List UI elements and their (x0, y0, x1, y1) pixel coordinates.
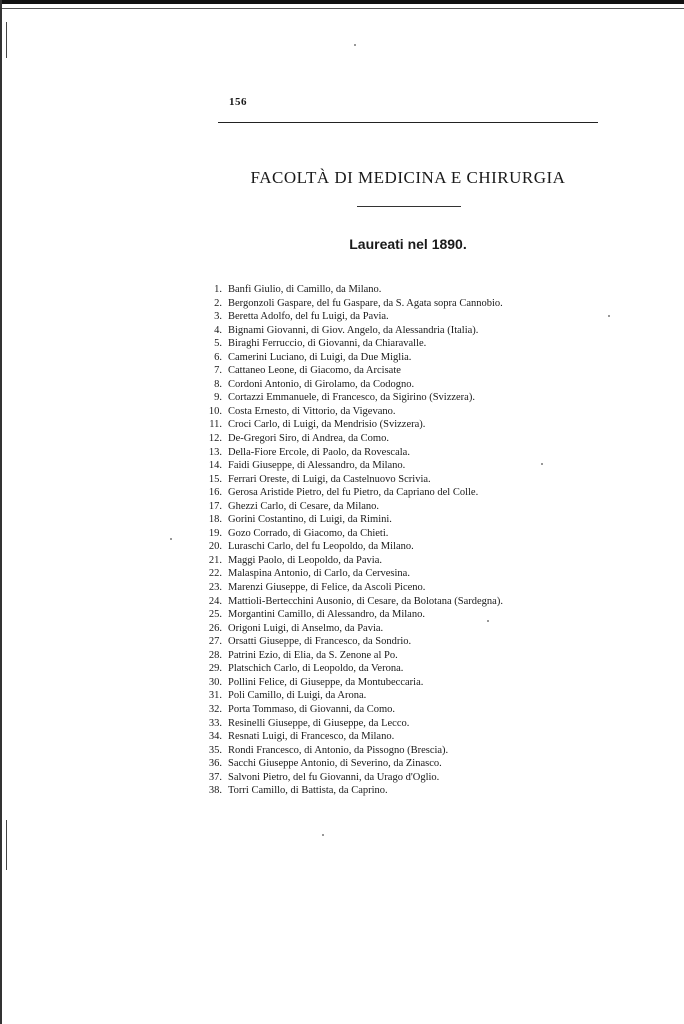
entry-text: Pollini Felice, di Giuseppe, da Montubeccaria. (228, 676, 424, 688)
entry-text: Torri Camillo, di Battista, da Caprino. (228, 785, 388, 797)
entry-text: Patrini Ezio, di Elia, da S. Zenone al Po. (228, 649, 398, 661)
list-item (200, 595, 600, 609)
list-item (200, 771, 600, 785)
print-speck (354, 44, 356, 46)
print-speck (487, 620, 489, 622)
entry-text: Ferrari Oreste, di Luigi, da Castelnuovo Scrivia. (228, 473, 431, 485)
list-item (200, 310, 600, 324)
entry-number: 8. (214, 378, 222, 390)
entry-text: Banfi Giulio, di Camillo, da Milano. (228, 284, 382, 295)
print-speck (608, 315, 610, 317)
entry-number: 29. (208, 663, 222, 675)
entry-text: Bignami Giovanni, di Giov. Angelo, da Alessandria (Italia). (228, 324, 479, 336)
entry-number: 12. (208, 433, 222, 445)
list-item (200, 459, 600, 473)
entry-text: Poli Camillo, di Luigi, da Arona. (228, 690, 367, 702)
list-item (200, 432, 600, 446)
entry-number: 35. (208, 744, 222, 756)
header-divider (218, 122, 598, 123)
list-item (200, 554, 600, 568)
entry-number: 24. (208, 595, 222, 607)
entry-text: Croci Carlo, di Luigi, da Mendrisio (Svizzera). (228, 419, 426, 431)
entry-number: 31. (208, 690, 222, 702)
entry-number: 4. (214, 324, 222, 336)
entry-number: 36. (208, 758, 222, 770)
entry-number: 25. (208, 609, 222, 621)
print-speck (170, 538, 172, 540)
entry-text: De-Gregori Siro, di Andrea, da Como. (228, 433, 389, 445)
entry-text: Cattaneo Leone, di Giacomo, da Arcisate (228, 365, 401, 377)
entry-text: Biraghi Ferruccio, di Giovanni, da Chiaravalle. (228, 338, 427, 350)
list-item (200, 364, 600, 378)
list-item (200, 540, 600, 554)
list-item (200, 567, 600, 581)
list-item (200, 486, 600, 500)
entry-number: 19. (208, 527, 222, 539)
entry-number: 13. (208, 446, 222, 458)
entry-text: Rondi Francesco, di Antonio, da Pissogno (Brescia). (228, 744, 449, 756)
entry-text: Resinelli Giuseppe, di Giuseppe, da Lecco. (228, 717, 410, 729)
entry-number: 33. (208, 717, 222, 729)
binding-mark (6, 22, 7, 58)
entry-number: 9. (214, 392, 222, 404)
entry-text: Malaspina Antonio, di Carlo, da Cervesina. (228, 568, 410, 580)
print-speck (541, 463, 543, 465)
page-number: 156 (229, 96, 247, 108)
list-item (200, 581, 600, 595)
entry-number: 28. (208, 649, 222, 661)
entry-number: 2. (214, 297, 222, 309)
entry-text: Beretta Adolfo, del fu Luigi, da Pavia. (228, 311, 389, 323)
list-item (200, 351, 600, 365)
page-edge-left (0, 0, 2, 1024)
list-item (200, 744, 600, 758)
entry-text: Luraschi Carlo, del fu Leopoldo, da Milano. (228, 541, 414, 553)
entry-text: Resnati Luigi, di Francesco, da Milano. (228, 731, 395, 743)
entry-number: 14. (208, 460, 222, 472)
list-item (200, 446, 600, 460)
entry-text: Maggi Paolo, di Leopoldo, da Pavia. (228, 554, 382, 566)
entry-text: Costa Ernesto, di Vittorio, da Vigevano. (228, 405, 396, 417)
entry-text: Faidi Giuseppe, di Alessandro, da Milano. (228, 460, 406, 472)
list-item (200, 513, 600, 527)
entry-text: Marenzi Giuseppe, di Felice, da Ascoli Piceno. (228, 582, 426, 594)
page-edge-top (0, 0, 684, 4)
entry-text: Platschich Carlo, di Leopoldo, da Verona. (228, 663, 404, 675)
print-speck (322, 834, 324, 836)
entry-number: 34. (208, 731, 222, 743)
entry-text: Sacchi Giuseppe Antonio, di Severino, da Zinasco. (228, 758, 442, 770)
entry-number: 16. (208, 487, 222, 499)
binding-mark (6, 820, 7, 870)
entry-number: 18. (208, 514, 222, 526)
entry-text: Camerini Luciano, di Luigi, da Due Miglia. (228, 351, 412, 363)
list-item (200, 703, 600, 717)
entry-number: 27. (208, 636, 222, 648)
graduate-list (200, 283, 600, 798)
page-edge-top-thin (0, 8, 684, 9)
list-item (200, 337, 600, 351)
entry-number: 5. (214, 338, 222, 350)
entry-number: 6. (214, 351, 222, 363)
list-item (200, 757, 600, 771)
list-item (200, 608, 600, 622)
list-item (200, 500, 600, 514)
list-item (200, 378, 600, 392)
entry-number: 7. (214, 365, 222, 377)
title-divider (357, 206, 461, 207)
entry-text: Cordoni Antonio, di Girolamo, da Codogno. (228, 378, 415, 390)
entry-text: Orsatti Giuseppe, di Francesco, da Sondrio. (228, 636, 412, 648)
entry-number: 26. (208, 622, 222, 634)
entry-text: Bergonzoli Gaspare, del fu Gaspare, da S. Agata sopra Cannobio. (228, 297, 503, 309)
entry-number: 11. (209, 419, 222, 431)
list-item (200, 527, 600, 541)
list-item (200, 662, 600, 676)
entry-text: Salvoni Pietro, del fu Giovanni, da Urago d'Oglio. (228, 771, 440, 783)
entry-number: 32. (208, 703, 222, 715)
entry-text: Della-Fiore Ercole, di Paolo, da Rovescala. (228, 446, 410, 458)
entry-text: Gerosa Aristide Pietro, del fu Pietro, da Capriano del Colle. (228, 487, 479, 499)
entry-number: 17. (208, 500, 222, 512)
list-item (200, 391, 600, 405)
list-item (200, 297, 600, 311)
entry-number: 15. (208, 473, 222, 485)
list-item (200, 689, 600, 703)
entry-number: 3. (214, 311, 222, 323)
entry-number: 38. (208, 785, 222, 797)
entry-number: 22. (208, 568, 222, 580)
entry-text: Porta Tommaso, di Giovanni, da Como. (228, 703, 396, 715)
list-item (200, 405, 600, 419)
entry-text: Cortazzi Emmanuele, di Francesco, da Sigirino (Svizzera). (228, 392, 475, 404)
entry-number: 10. (208, 405, 222, 417)
list-item (200, 324, 600, 338)
entry-text: Gorini Costantino, di Luigi, da Rimini. (228, 514, 392, 526)
entry-number: 30. (208, 676, 222, 688)
entry-text: Gozo Corrado, di Giacomo, da Chieti. (228, 527, 389, 539)
list-item (200, 283, 600, 297)
entry-number: 20. (208, 541, 222, 553)
list-item (200, 473, 600, 487)
list-item (200, 649, 600, 663)
entry-text: Morgantini Camillo, di Alessandro, da Milano. (228, 609, 425, 621)
list-item (200, 730, 600, 744)
entry-number: 23. (208, 582, 222, 594)
entry-number: 1. (214, 284, 222, 295)
entry-text: Origoni Luigi, di Anselmo, da Pavia. (228, 622, 384, 634)
entry-text: Ghezzi Carlo, di Cesare, da Milano. (228, 500, 380, 512)
entry-number: 37. (208, 771, 222, 783)
section-heading: Laureati nel 1890. (349, 236, 467, 252)
entry-number: 21. (208, 554, 222, 566)
entry-text: Mattioli-Bertecchini Ausonio, di Cesare, da Bolotana (Sardegna). (228, 595, 503, 607)
list-item (200, 635, 600, 649)
list-item (200, 676, 600, 690)
list-item (200, 418, 600, 432)
page-title: FACOLTÀ DI MEDICINA E CHIRURGIA (250, 168, 566, 187)
list-item (200, 622, 600, 636)
list-item (200, 784, 600, 798)
list-item (200, 717, 600, 731)
